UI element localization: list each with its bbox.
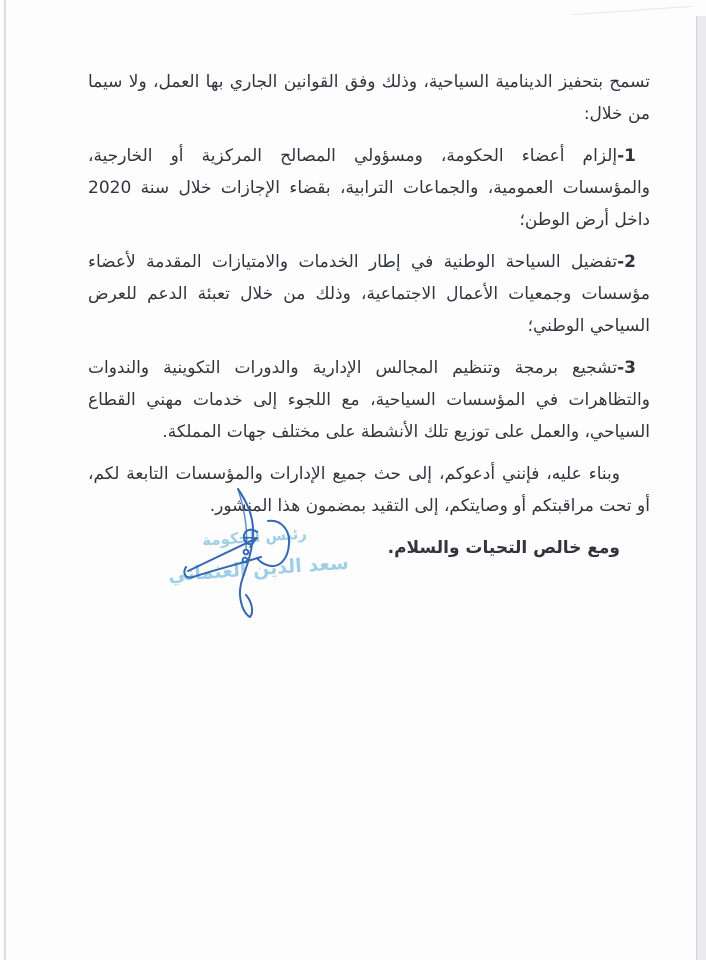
item-3-number: 3- [617, 358, 636, 378]
closing-paragraph: وبناء عليه، فإنني أدعوكم، إلى حث جميع الإدارات والمؤسسات التابعة لكم، أو تحت مراقبتكم أو وصايتكم، إلى التقيد بمضمون هذا المنشور. [88, 464, 650, 516]
intro-paragraph: تسمح بتحفيز الدينامية السياحية، وذلك وفق القوانين الجاري بها العمل، ولا سيما من خلال: [88, 72, 650, 124]
item-1-text: إلزام أعضاء الحكومة، ومسؤولي المصالح المركزية أو الخارجية، والمؤسسات العمومية، والجماعات الترابية، بقضاء الإجازات خلال سنة 2020 داخل أرض الوطن؛ [88, 146, 650, 230]
numbered-item-1 [88, 140, 650, 236]
signature-stamp-title: رئيس الحكومة [201, 524, 308, 550]
item-1-number: 1- [617, 146, 636, 166]
salutation-line: ومع خالص التحيات والسلام. [387, 538, 620, 558]
signature-block [140, 460, 400, 670]
numbered-item-3 [88, 352, 650, 448]
item-3-text: تشجيع برمجة وتنظيم المجالس الإدارية والدورات التكوينية والندوات والتظاهرات في المؤسسات السياحية، مع اللجوء إلى خدمات مهني القطاع السياحي، والعمل على توزيع تلك الأنشطة على مختلف جهات المملكة. [88, 358, 650, 442]
scan-edge-top [572, 6, 692, 15]
scan-edge-left [4, 0, 6, 960]
signature-stamp-name: سعد الدين العثماني [167, 551, 350, 587]
item-2-number: 2- [617, 252, 636, 272]
scan-edge-right [696, 16, 706, 960]
item-2-text: تفضيل السياحة الوطنية في إطار الخدمات والامتيازات المقدمة لأعضاء مؤسسات وجمعيات الأعمال الاجتماعية، وذلك من خلال تعبئة الدعم للعرض السياحي الوطني؛ [88, 252, 650, 336]
signature-ink-flourish [140, 460, 400, 670]
numbered-item-2 [88, 246, 650, 342]
